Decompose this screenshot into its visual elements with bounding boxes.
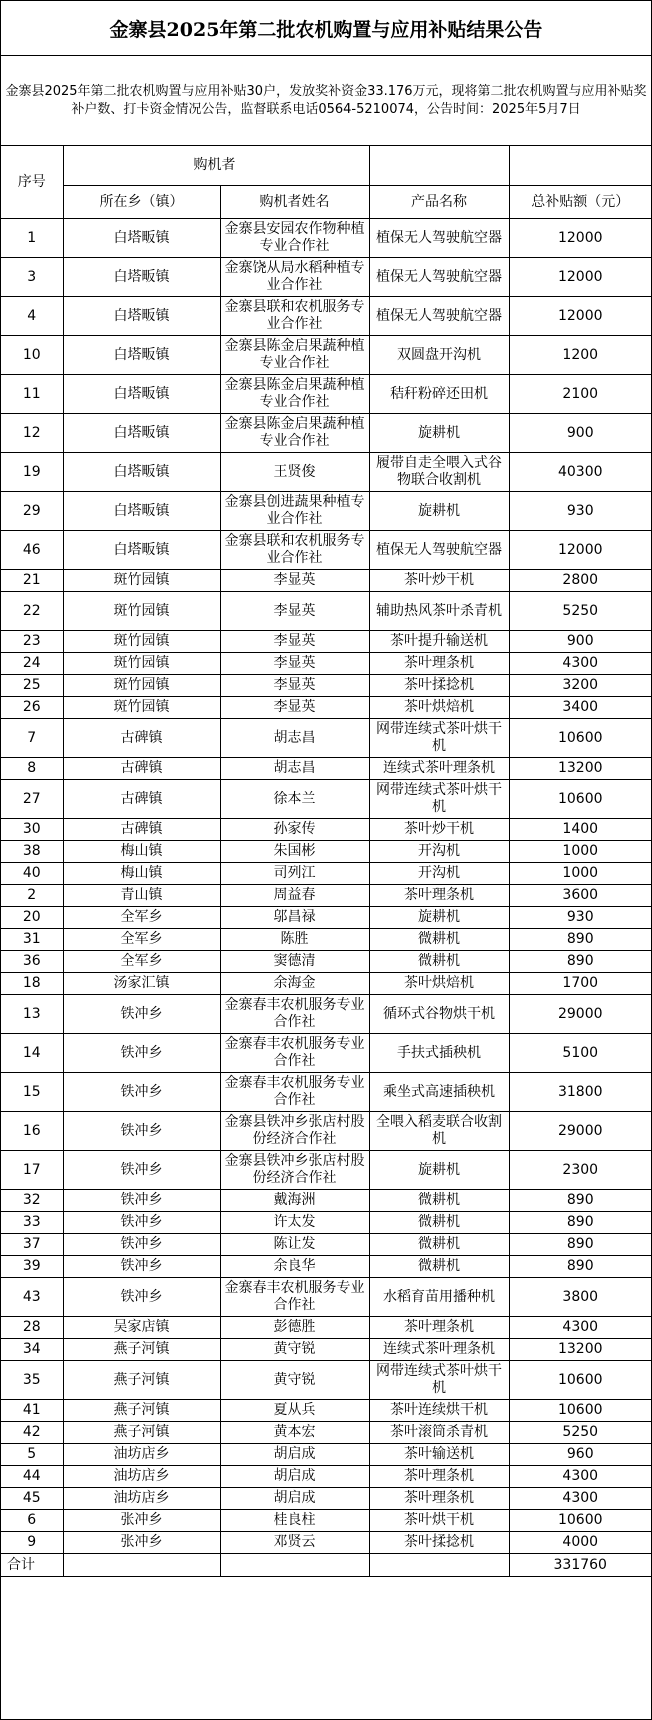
row-amount: 10600 <box>509 1510 651 1532</box>
table-row <box>1 297 651 336</box>
row-amount: 3400 <box>509 697 651 719</box>
row-buyer-name: 彭德胜 <box>220 1317 369 1339</box>
table-row <box>1 570 651 592</box>
row-seq: 21 <box>1 570 63 592</box>
row-town: 斑竹园镇 <box>63 570 220 592</box>
table-row <box>1 1073 651 1112</box>
row-buyer-name: 陈让发 <box>220 1234 369 1256</box>
total-row <box>1 1554 651 1577</box>
row-buyer-name: 李显英 <box>220 653 369 675</box>
row-seq: 6 <box>1 1510 63 1532</box>
row-buyer-name: 夏从兵 <box>220 1400 369 1422</box>
row-product: 手扶式插秧机 <box>369 1034 509 1073</box>
row-town: 白塔畈镇 <box>63 375 220 414</box>
row-product: 茶叶炒干机 <box>369 570 509 592</box>
row-product: 植保无人驾驶航空器 <box>369 531 509 570</box>
row-town: 斑竹园镇 <box>63 697 220 719</box>
row-seq: 9 <box>1 1532 63 1554</box>
row-seq: 3 <box>1 258 63 297</box>
subsidy-table <box>1 146 651 1577</box>
row-amount: 29000 <box>509 1112 651 1151</box>
row-buyer-name: 胡志昌 <box>220 758 369 780</box>
table-row <box>1 453 651 492</box>
table-row <box>1 1510 651 1532</box>
row-seq: 8 <box>1 758 63 780</box>
row-seq: 38 <box>1 841 63 863</box>
row-seq: 27 <box>1 780 63 819</box>
row-product: 旋耕机 <box>369 492 509 531</box>
row-amount: 960 <box>509 1444 651 1466</box>
row-amount: 890 <box>509 1190 651 1212</box>
row-buyer-name: 李显英 <box>220 592 369 631</box>
row-amount: 5100 <box>509 1034 651 1073</box>
row-town: 白塔畈镇 <box>63 258 220 297</box>
row-town: 斑竹园镇 <box>63 631 220 653</box>
row-product: 网带连续式茶叶烘干机 <box>369 1361 509 1400</box>
row-product: 乘坐式高速插秧机 <box>369 1073 509 1112</box>
row-amount: 900 <box>509 414 651 453</box>
row-buyer-name: 孙家传 <box>220 819 369 841</box>
row-buyer-name: 余海金 <box>220 973 369 995</box>
row-seq: 25 <box>1 675 63 697</box>
row-town: 铁冲乡 <box>63 1212 220 1234</box>
row-product: 茶叶理条机 <box>369 653 509 675</box>
row-town: 青山镇 <box>63 885 220 907</box>
table-row <box>1 929 651 951</box>
row-product: 秸秆粉碎还田机 <box>369 375 509 414</box>
row-town: 白塔畈镇 <box>63 531 220 570</box>
row-town: 白塔畈镇 <box>63 336 220 375</box>
row-town: 古碑镇 <box>63 780 220 819</box>
row-amount: 12000 <box>509 297 651 336</box>
header-seq: 序号 <box>1 146 63 219</box>
row-buyer-name: 李显英 <box>220 570 369 592</box>
row-seq: 34 <box>1 1339 63 1361</box>
row-amount: 4300 <box>509 1488 651 1510</box>
row-product: 微耕机 <box>369 951 509 973</box>
row-product: 茶叶理条机 <box>369 1488 509 1510</box>
row-buyer-name: 金寨县创进蔬果种植专业合作社 <box>220 492 369 531</box>
table-row <box>1 1212 651 1234</box>
row-amount: 29000 <box>509 995 651 1034</box>
row-town: 油坊店乡 <box>63 1444 220 1466</box>
table-row <box>1 1317 651 1339</box>
row-amount: 1000 <box>509 841 651 863</box>
table-row <box>1 758 651 780</box>
row-town: 张冲乡 <box>63 1532 220 1554</box>
row-seq: 4 <box>1 297 63 336</box>
row-product: 茶叶烘干机 <box>369 1510 509 1532</box>
row-amount: 5250 <box>509 592 651 631</box>
row-amount: 4300 <box>509 1466 651 1488</box>
row-amount: 12000 <box>509 258 651 297</box>
row-buyer-name: 徐本兰 <box>220 780 369 819</box>
table-row <box>1 995 651 1034</box>
row-product: 旋耕机 <box>369 907 509 929</box>
table-row <box>1 592 651 631</box>
row-amount: 900 <box>509 631 651 653</box>
row-buyer-name: 黄本宏 <box>220 1422 369 1444</box>
row-amount: 3800 <box>509 1278 651 1317</box>
row-product: 全喂入稻麦联合收割机 <box>369 1112 509 1151</box>
row-product: 履带自走全喂入式谷物联合收割机 <box>369 453 509 492</box>
row-buyer-name: 邬昌禄 <box>220 907 369 929</box>
row-seq: 5 <box>1 1444 63 1466</box>
row-buyer-name: 王贤俊 <box>220 453 369 492</box>
row-amount: 10600 <box>509 1400 651 1422</box>
row-buyer-name: 金寨春丰农机服务专业合作社 <box>220 1278 369 1317</box>
row-product: 茶叶烘焙机 <box>369 697 509 719</box>
row-amount: 12000 <box>509 531 651 570</box>
header-town: 所在乡（镇） <box>63 186 220 219</box>
table-row <box>1 531 651 570</box>
row-seq: 22 <box>1 592 63 631</box>
row-buyer-name: 金寨县铁冲乡张店村股份经济合作社 <box>220 1112 369 1151</box>
table-row <box>1 1339 651 1361</box>
row-town: 斑竹园镇 <box>63 653 220 675</box>
header-row-2 <box>1 186 651 219</box>
row-buyer-name: 金寨春丰农机服务专业合作社 <box>220 995 369 1034</box>
table-row <box>1 1034 651 1073</box>
row-town: 白塔畈镇 <box>63 414 220 453</box>
table-row <box>1 1190 651 1212</box>
table-row <box>1 336 651 375</box>
row-town: 铁冲乡 <box>63 995 220 1034</box>
row-amount: 10600 <box>509 780 651 819</box>
row-town: 梅山镇 <box>63 841 220 863</box>
row-town: 白塔畈镇 <box>63 219 220 258</box>
row-town: 张冲乡 <box>63 1510 220 1532</box>
row-town: 斑竹园镇 <box>63 592 220 631</box>
table-row <box>1 719 651 758</box>
total-empty-cell <box>220 1554 369 1577</box>
row-product: 茶叶输送机 <box>369 1444 509 1466</box>
total-label: 合计 <box>1 1554 63 1577</box>
row-product: 辅助热风茶叶杀青机 <box>369 592 509 631</box>
row-product: 微耕机 <box>369 1234 509 1256</box>
row-product: 开沟机 <box>369 863 509 885</box>
row-product: 网带连续式茶叶烘干机 <box>369 780 509 819</box>
row-product: 茶叶炒干机 <box>369 819 509 841</box>
row-buyer-name: 金寨县铁冲乡张店村股份经济合作社 <box>220 1151 369 1190</box>
row-town: 铁冲乡 <box>63 1234 220 1256</box>
row-seq: 43 <box>1 1278 63 1317</box>
row-product: 茶叶烘焙机 <box>369 973 509 995</box>
row-amount: 890 <box>509 1234 651 1256</box>
row-buyer-name: 黄守锐 <box>220 1339 369 1361</box>
row-seq: 14 <box>1 1034 63 1073</box>
row-amount: 930 <box>509 907 651 929</box>
total-amount: 331760 <box>509 1554 651 1577</box>
row-amount: 930 <box>509 492 651 531</box>
total-empty-cell <box>369 1554 509 1577</box>
row-amount: 4300 <box>509 653 651 675</box>
row-product: 微耕机 <box>369 929 509 951</box>
table-row <box>1 1488 651 1510</box>
row-town: 铁冲乡 <box>63 1034 220 1073</box>
row-town: 燕子河镇 <box>63 1400 220 1422</box>
row-amount: 2300 <box>509 1151 651 1190</box>
row-buyer-name: 余良华 <box>220 1256 369 1278</box>
row-amount: 10600 <box>509 1361 651 1400</box>
row-product: 植保无人驾驶航空器 <box>369 258 509 297</box>
row-buyer-name: 胡启成 <box>220 1444 369 1466</box>
table-row <box>1 907 651 929</box>
row-product: 茶叶理条机 <box>369 885 509 907</box>
row-product: 茶叶提升输送机 <box>369 631 509 653</box>
table-row <box>1 1444 651 1466</box>
row-amount: 3600 <box>509 885 651 907</box>
row-buyer-name: 胡启成 <box>220 1488 369 1510</box>
table-row <box>1 973 651 995</box>
row-town: 斑竹园镇 <box>63 675 220 697</box>
row-seq: 19 <box>1 453 63 492</box>
table-row <box>1 1400 651 1422</box>
table-row <box>1 375 651 414</box>
header-product: 产品名称 <box>369 186 509 219</box>
row-buyer-name: 金寨县陈金启果蔬种植专业合作社 <box>220 375 369 414</box>
row-buyer-name: 胡启成 <box>220 1466 369 1488</box>
header-name: 购机者姓名 <box>220 186 369 219</box>
header-buyer-group: 购机者 <box>63 146 369 186</box>
row-town: 铁冲乡 <box>63 1112 220 1151</box>
row-buyer-name: 戴海洲 <box>220 1190 369 1212</box>
table-row <box>1 492 651 531</box>
row-seq: 33 <box>1 1212 63 1234</box>
row-town: 油坊店乡 <box>63 1466 220 1488</box>
row-buyer-name: 金寨县联和农机服务专业合作社 <box>220 531 369 570</box>
row-seq: 36 <box>1 951 63 973</box>
table-row <box>1 631 651 653</box>
row-product: 茶叶滚筒杀青机 <box>369 1422 509 1444</box>
header-empty-subsidy <box>509 146 651 186</box>
row-amount: 10600 <box>509 719 651 758</box>
row-product: 双圆盘开沟机 <box>369 336 509 375</box>
row-buyer-name: 金寨县陈金启果蔬种植专业合作社 <box>220 414 369 453</box>
row-product: 茶叶揉捻机 <box>369 675 509 697</box>
row-town: 白塔畈镇 <box>63 453 220 492</box>
table-row <box>1 1234 651 1256</box>
row-amount: 4000 <box>509 1532 651 1554</box>
row-seq: 32 <box>1 1190 63 1212</box>
row-amount: 1700 <box>509 973 651 995</box>
row-amount: 890 <box>509 1212 651 1234</box>
table-row <box>1 258 651 297</box>
row-buyer-name: 黄守锐 <box>220 1361 369 1400</box>
row-amount: 2800 <box>509 570 651 592</box>
row-amount: 1000 <box>509 863 651 885</box>
row-amount: 2100 <box>509 375 651 414</box>
row-product: 旋耕机 <box>369 1151 509 1190</box>
row-seq: 29 <box>1 492 63 531</box>
table-row <box>1 780 651 819</box>
row-town: 铁冲乡 <box>63 1190 220 1212</box>
header-empty-product <box>369 146 509 186</box>
row-seq: 44 <box>1 1466 63 1488</box>
row-buyer-name: 金寨县陈金启果蔬种植专业合作社 <box>220 336 369 375</box>
table-row <box>1 819 651 841</box>
row-product: 网带连续式茶叶烘干机 <box>369 719 509 758</box>
page-title: 金寨县2025年第二批农机购置与应用补贴结果公告 <box>1 1 651 56</box>
row-town: 铁冲乡 <box>63 1256 220 1278</box>
row-buyer-name: 朱国彬 <box>220 841 369 863</box>
row-buyer-name: 金寨饶从局水稻种植专业合作社 <box>220 258 369 297</box>
notice-text: 金寨县2025年第二批农机购置与应用补贴30户，发放奖补资金33.176万元，现将第二批农机购置与应用补贴奖补户数、打卡资金情况公告，监督联系电话0564-5210074，公告时间：2025年5月7日 <box>1 56 651 146</box>
row-product: 植保无人驾驶航空器 <box>369 297 509 336</box>
row-amount: 890 <box>509 929 651 951</box>
row-buyer-name: 桂良柱 <box>220 1510 369 1532</box>
row-town: 铁冲乡 <box>63 1073 220 1112</box>
row-seq: 18 <box>1 973 63 995</box>
table-row <box>1 219 651 258</box>
row-product: 连续式茶叶理条机 <box>369 758 509 780</box>
table-row <box>1 951 651 973</box>
table-row <box>1 697 651 719</box>
row-seq: 23 <box>1 631 63 653</box>
row-buyer-name: 司列江 <box>220 863 369 885</box>
row-town: 白塔畈镇 <box>63 297 220 336</box>
table-row <box>1 1532 651 1554</box>
row-town: 古碑镇 <box>63 719 220 758</box>
row-seq: 15 <box>1 1073 63 1112</box>
row-town: 油坊店乡 <box>63 1488 220 1510</box>
row-product: 水稻育苗用播种机 <box>369 1278 509 1317</box>
row-seq: 13 <box>1 995 63 1034</box>
row-buyer-name: 胡志昌 <box>220 719 369 758</box>
row-amount: 1400 <box>509 819 651 841</box>
row-buyer-name: 周益春 <box>220 885 369 907</box>
row-seq: 20 <box>1 907 63 929</box>
row-town: 全军乡 <box>63 929 220 951</box>
total-empty-cell <box>63 1554 220 1577</box>
row-buyer-name: 陈胜 <box>220 929 369 951</box>
table-row <box>1 1466 651 1488</box>
row-buyer-name: 李显英 <box>220 631 369 653</box>
row-town: 吴家店镇 <box>63 1317 220 1339</box>
row-town: 全军乡 <box>63 951 220 973</box>
table-row <box>1 863 651 885</box>
row-seq: 24 <box>1 653 63 675</box>
table-row <box>1 1278 651 1317</box>
row-amount: 5250 <box>509 1422 651 1444</box>
table-row <box>1 1112 651 1151</box>
row-product: 微耕机 <box>369 1256 509 1278</box>
row-buyer-name: 李显英 <box>220 675 369 697</box>
row-town: 燕子河镇 <box>63 1422 220 1444</box>
row-product: 开沟机 <box>369 841 509 863</box>
row-seq: 45 <box>1 1488 63 1510</box>
table-row <box>1 414 651 453</box>
table-row <box>1 653 651 675</box>
row-seq: 35 <box>1 1361 63 1400</box>
row-seq: 2 <box>1 885 63 907</box>
row-seq: 40 <box>1 863 63 885</box>
row-buyer-name: 金寨县联和农机服务专业合作社 <box>220 297 369 336</box>
row-amount: 40300 <box>509 453 651 492</box>
header-row-1 <box>1 146 651 186</box>
row-town: 古碑镇 <box>63 758 220 780</box>
row-product: 茶叶理条机 <box>369 1317 509 1339</box>
row-product: 微耕机 <box>369 1190 509 1212</box>
table-row <box>1 841 651 863</box>
row-seq: 7 <box>1 719 63 758</box>
row-buyer-name: 李显英 <box>220 697 369 719</box>
row-buyer-name: 金寨春丰农机服务专业合作社 <box>220 1073 369 1112</box>
row-amount: 890 <box>509 1256 651 1278</box>
row-product: 微耕机 <box>369 1212 509 1234</box>
row-seq: 31 <box>1 929 63 951</box>
table-row <box>1 675 651 697</box>
row-buyer-name: 窦德清 <box>220 951 369 973</box>
row-seq: 30 <box>1 819 63 841</box>
row-seq: 42 <box>1 1422 63 1444</box>
row-town: 燕子河镇 <box>63 1361 220 1400</box>
table-row <box>1 1361 651 1400</box>
row-amount: 13200 <box>509 1339 651 1361</box>
row-product: 茶叶理条机 <box>369 1466 509 1488</box>
row-buyer-name: 金寨春丰农机服务专业合作社 <box>220 1034 369 1073</box>
table-row <box>1 1422 651 1444</box>
table-row <box>1 1151 651 1190</box>
row-buyer-name: 邓贤云 <box>220 1532 369 1554</box>
row-seq: 16 <box>1 1112 63 1151</box>
row-amount: 4300 <box>509 1317 651 1339</box>
row-town: 铁冲乡 <box>63 1278 220 1317</box>
header-subsidy: 总补贴额（元） <box>509 186 651 219</box>
row-town: 燕子河镇 <box>63 1339 220 1361</box>
row-product: 茶叶连续烘干机 <box>369 1400 509 1422</box>
row-town: 梅山镇 <box>63 863 220 885</box>
row-seq: 39 <box>1 1256 63 1278</box>
table-row <box>1 1256 651 1278</box>
row-town: 全军乡 <box>63 907 220 929</box>
row-amount: 890 <box>509 951 651 973</box>
row-seq: 26 <box>1 697 63 719</box>
row-seq: 41 <box>1 1400 63 1422</box>
row-product: 茶叶揉捻机 <box>369 1532 509 1554</box>
row-town: 古碑镇 <box>63 819 220 841</box>
table-row <box>1 885 651 907</box>
row-seq: 17 <box>1 1151 63 1190</box>
row-amount: 12000 <box>509 219 651 258</box>
row-product: 循环式谷物烘干机 <box>369 995 509 1034</box>
row-seq: 28 <box>1 1317 63 1339</box>
row-town: 汤家汇镇 <box>63 973 220 995</box>
row-seq: 11 <box>1 375 63 414</box>
row-seq: 10 <box>1 336 63 375</box>
row-amount: 13200 <box>509 758 651 780</box>
row-seq: 12 <box>1 414 63 453</box>
row-town: 白塔畈镇 <box>63 492 220 531</box>
row-buyer-name: 金寨县安园农作物种植专业合作社 <box>220 219 369 258</box>
row-amount: 1200 <box>509 336 651 375</box>
row-product: 连续式茶叶理条机 <box>369 1339 509 1361</box>
row-product: 旋耕机 <box>369 414 509 453</box>
row-product: 植保无人驾驶航空器 <box>369 219 509 258</box>
row-amount: 31800 <box>509 1073 651 1112</box>
row-town: 铁冲乡 <box>63 1151 220 1190</box>
row-buyer-name: 许太发 <box>220 1212 369 1234</box>
row-seq: 37 <box>1 1234 63 1256</box>
row-amount: 3200 <box>509 675 651 697</box>
row-seq: 1 <box>1 219 63 258</box>
row-seq: 46 <box>1 531 63 570</box>
